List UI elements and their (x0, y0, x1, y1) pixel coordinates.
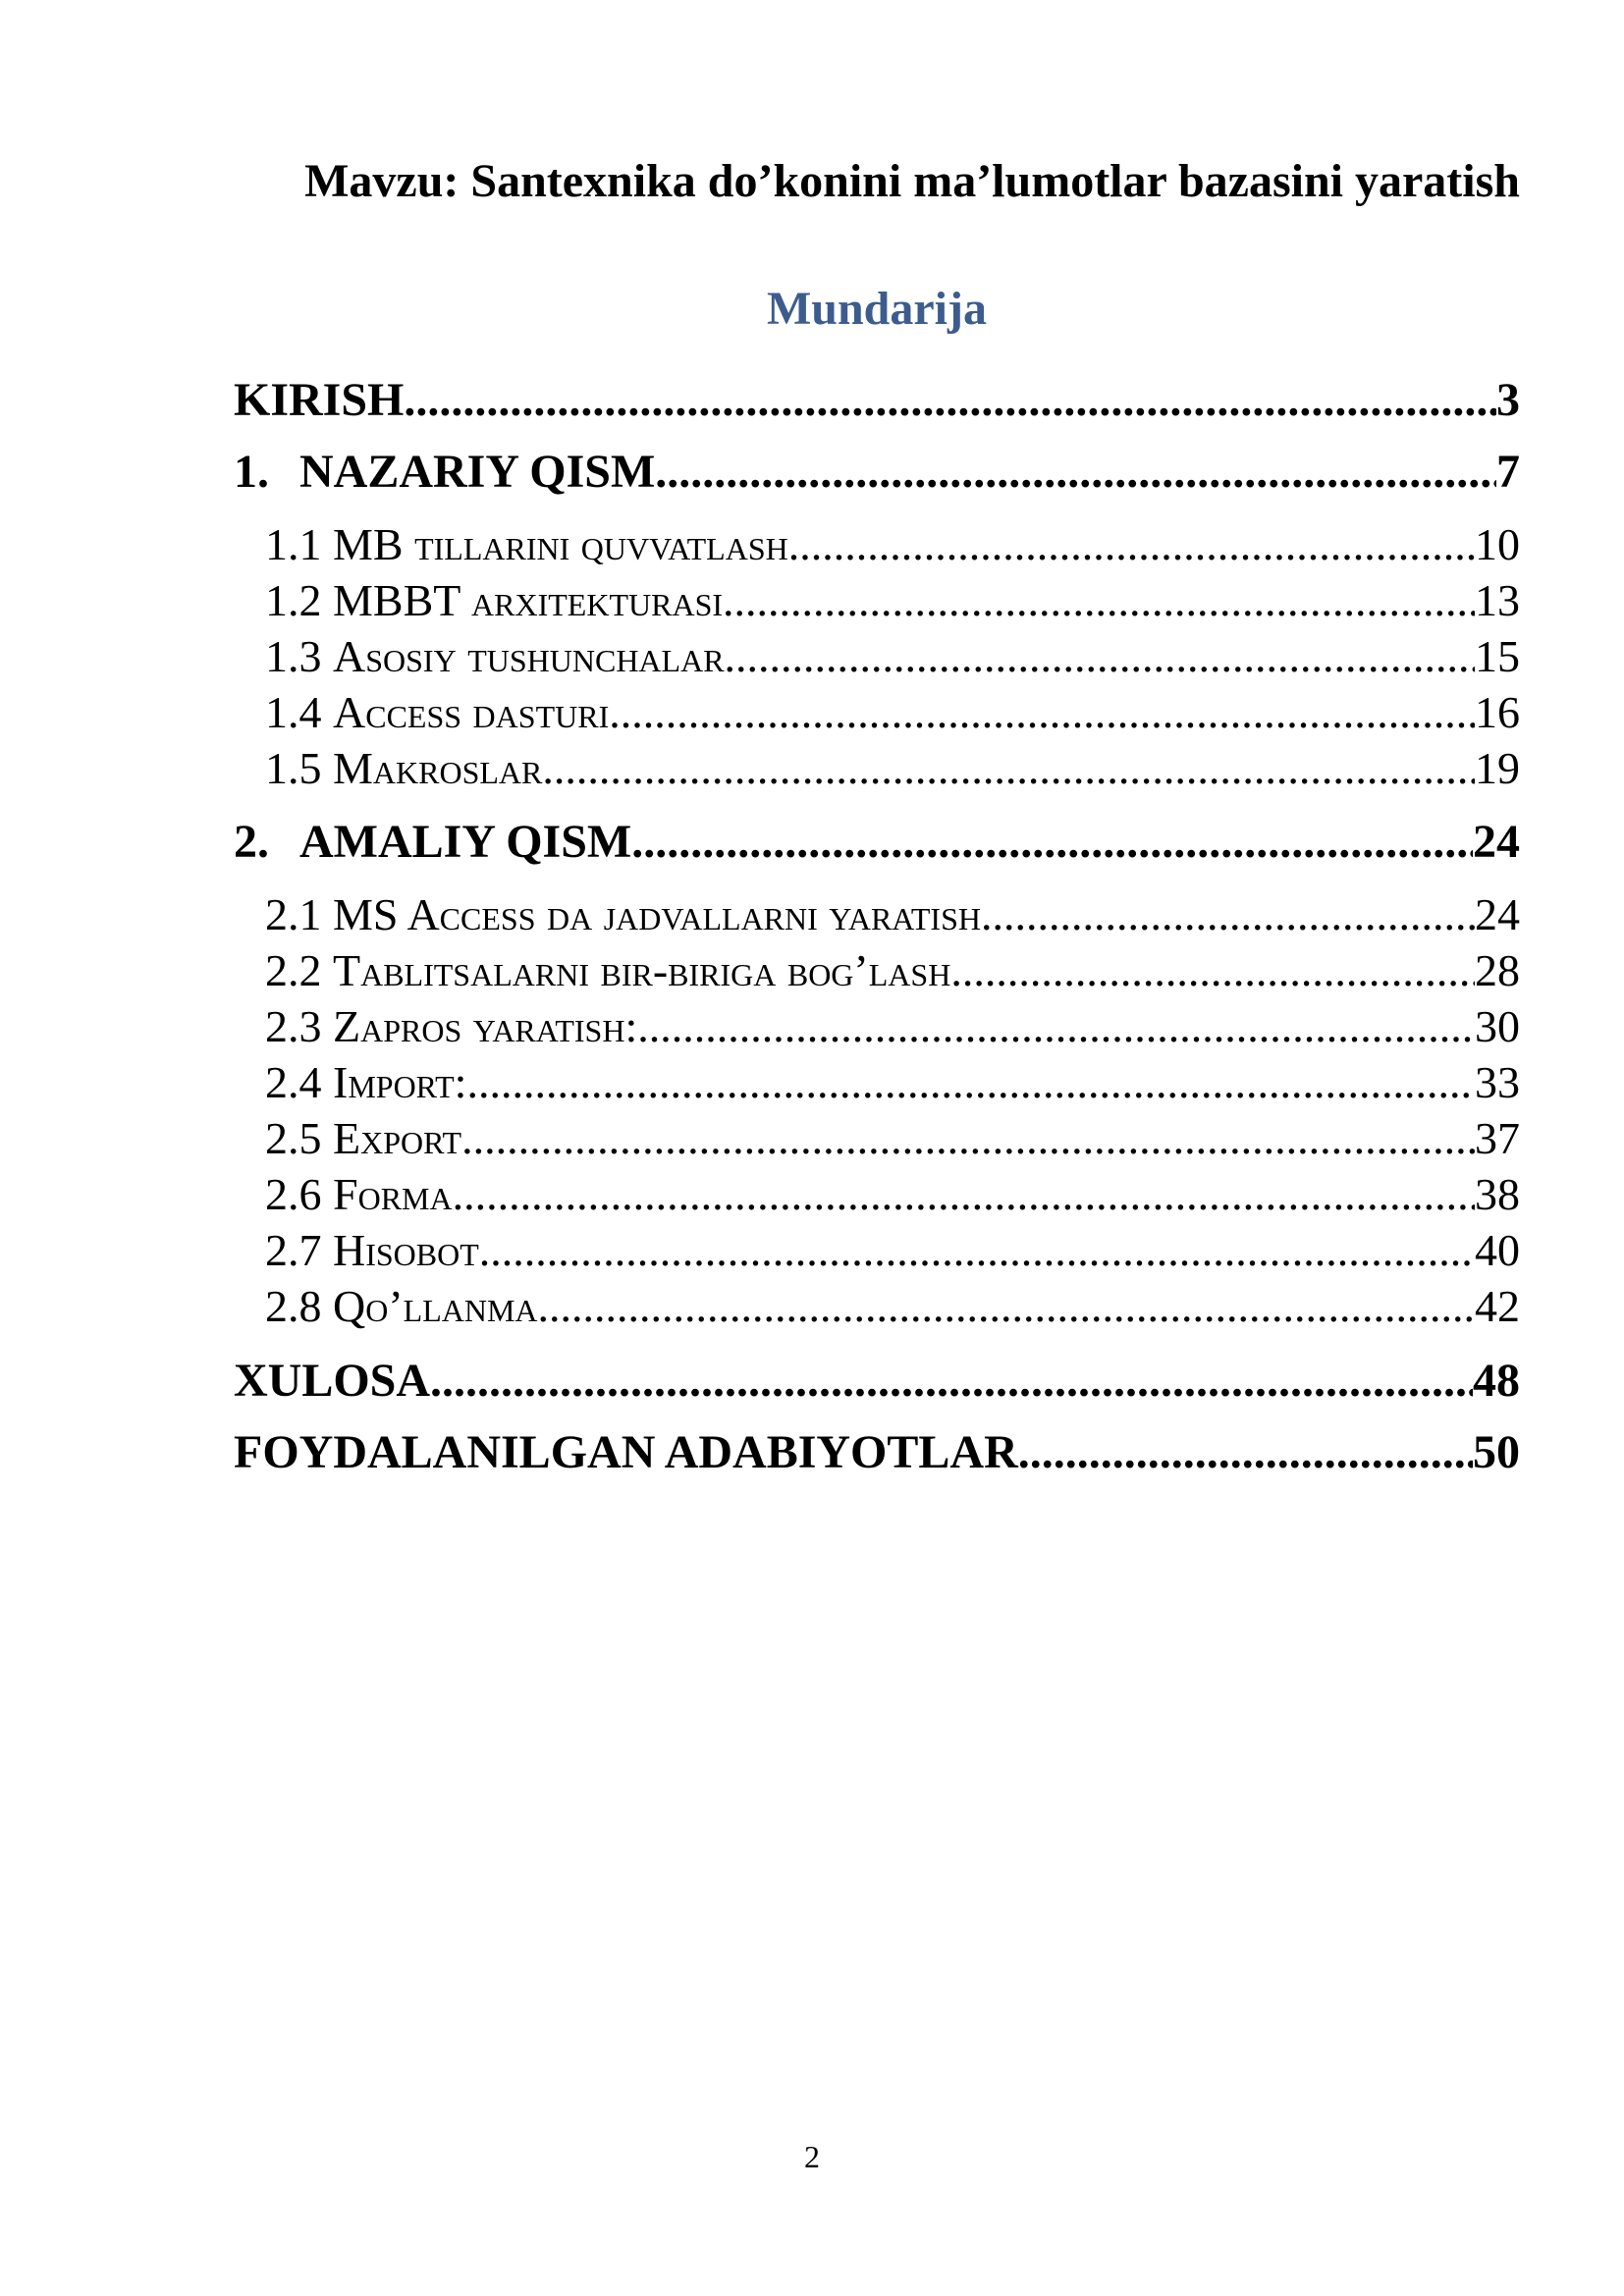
toc-dot-leader (631, 813, 1473, 872)
toc-entry-number: 1.2 (265, 575, 322, 625)
page-number: 2 (804, 2139, 820, 2174)
toc-entry-1-5[interactable] (265, 741, 1520, 796)
toc-entry-number: 2.8 (265, 1281, 322, 1331)
toc-entry-page: 13 (1475, 575, 1520, 625)
toc-entry-2-4[interactable] (265, 1055, 1520, 1110)
toc-dot-leader (723, 573, 1475, 628)
toc-entry-amaliy-qism[interactable] (234, 813, 1520, 872)
toc-entry-number: 2.1 (265, 889, 322, 939)
toc-entry-2-3[interactable] (265, 999, 1520, 1054)
toc-dot-leader (461, 1111, 1475, 1166)
toc-dot-leader (538, 1279, 1475, 1334)
toc-dot-leader (430, 1352, 1473, 1411)
toc-entry-2-8[interactable] (265, 1279, 1520, 1334)
toc-entry-xulosa[interactable] (234, 1352, 1520, 1411)
toc-entry-2-1[interactable] (265, 887, 1520, 942)
toc-entry-number: 1.1 (265, 519, 322, 569)
toc-entry-page: 3 (1496, 374, 1520, 426)
toc-dot-leader (453, 1167, 1475, 1222)
toc-entry-text: Qo’llanma (333, 1281, 538, 1331)
toc-entry-2-2[interactable] (265, 943, 1520, 998)
toc-entry-2-6[interactable] (265, 1167, 1520, 1222)
toc-entry-number: 2.2 (265, 945, 322, 995)
toc-entry-page: 7 (1496, 446, 1520, 498)
toc-entry-text: AMALIY QISM (299, 816, 632, 868)
toc-entry-number: 2.4 (265, 1057, 322, 1107)
toc-entry-number: 1. (234, 446, 269, 498)
toc-entry-text: MB tillarini quvvatlash (333, 519, 788, 569)
toc-dot-leader (655, 443, 1496, 502)
toc-entry-page: 48 (1473, 1355, 1520, 1407)
toc-entry-page: 19 (1475, 743, 1520, 793)
toc-dot-leader (609, 685, 1475, 740)
toc-entry-text: NAZARIY QISM (299, 446, 656, 498)
toc-entry-text: Makroslar (333, 743, 543, 793)
toc-dot-leader (950, 943, 1475, 998)
toc-entry-number: 1.5 (265, 743, 322, 793)
toc-entry-page: 38 (1475, 1169, 1520, 1219)
toc-entry-text: XULOSA (234, 1355, 431, 1407)
toc-entry-page: 28 (1475, 945, 1520, 995)
toc-entry-text: Forma (333, 1169, 453, 1219)
toc-entry-page: 33 (1475, 1057, 1520, 1107)
toc-entry-text: Export (333, 1113, 462, 1163)
toc-entry-text: Access dasturi (333, 687, 610, 737)
toc-dot-leader (479, 1223, 1475, 1278)
toc-dot-leader (542, 741, 1475, 796)
toc-entry-text: MS Access da jadvallarni yaratish. (333, 889, 993, 939)
toc-entry-kirish[interactable] (234, 371, 1520, 430)
toc-entry-page: 30 (1475, 1001, 1520, 1051)
toc-entry-page: 37 (1475, 1113, 1520, 1163)
toc-entry-page: 24 (1475, 889, 1520, 939)
toc-entry-1-2[interactable] (265, 573, 1520, 628)
toc-entry-number: 1.3 (265, 631, 322, 681)
toc-entry-number: 2.7 (265, 1225, 322, 1275)
toc-entry-text: KIRISH (234, 374, 405, 426)
toc-entry-text: Zapros yaratish: (333, 1001, 638, 1051)
toc-heading: Mundarija (766, 283, 987, 335)
toc-entry-2-7[interactable] (265, 1223, 1520, 1278)
toc-entry-page: 50 (1473, 1426, 1520, 1478)
toc-entry-text: Asosiy tushunchalar (333, 631, 725, 681)
toc-entry-number: 2.5 (265, 1113, 322, 1163)
toc-entry-2-5[interactable] (265, 1111, 1520, 1166)
toc-entry-text: FOYDALANILGAN ADABIYOTLAR (234, 1426, 1018, 1478)
toc-entry-page: 40 (1475, 1225, 1520, 1275)
toc-entry-1-4[interactable] (265, 685, 1520, 740)
toc-entry-number: 2.6 (265, 1169, 322, 1219)
toc-entry-number: 2.3 (265, 1001, 322, 1051)
toc-dot-leader (637, 999, 1475, 1054)
toc-entry-number: 2. (234, 816, 269, 868)
toc-entry-page: 15 (1475, 631, 1520, 681)
toc-entry-text: Tablitsalarni bir-biriga bog’lash (333, 945, 951, 995)
toc-dot-leader (992, 887, 1475, 942)
toc-entry-1-3[interactable] (265, 629, 1520, 684)
toc-dot-leader (725, 629, 1475, 684)
toc-entry-page: 24 (1473, 816, 1520, 868)
toc-entry-foydalanilgan-adabiyotlar[interactable] (234, 1423, 1520, 1482)
document-topic-title: Mavzu: Santexnika do’konini ma’lumotlar bazasini yaratish (304, 155, 1520, 207)
toc-entry-number: 1.4 (265, 687, 322, 737)
toc-entry-1-1[interactable] (265, 517, 1520, 572)
toc-entry-nazariy-qism[interactable] (234, 443, 1520, 502)
toc-entry-page: 42 (1475, 1281, 1520, 1331)
toc-entry-text: Hisobot (333, 1225, 479, 1275)
toc-entry-page: 10 (1475, 519, 1520, 569)
toc-dot-leader (1018, 1423, 1473, 1482)
toc-dot-leader (404, 371, 1496, 430)
toc-dot-leader (466, 1055, 1475, 1110)
toc-entry-text: MBBT arxitekturasi (333, 575, 724, 625)
toc-dot-leader (788, 517, 1475, 572)
toc-entry-text: Import: (333, 1057, 467, 1107)
toc-entry-page: 16 (1475, 687, 1520, 737)
